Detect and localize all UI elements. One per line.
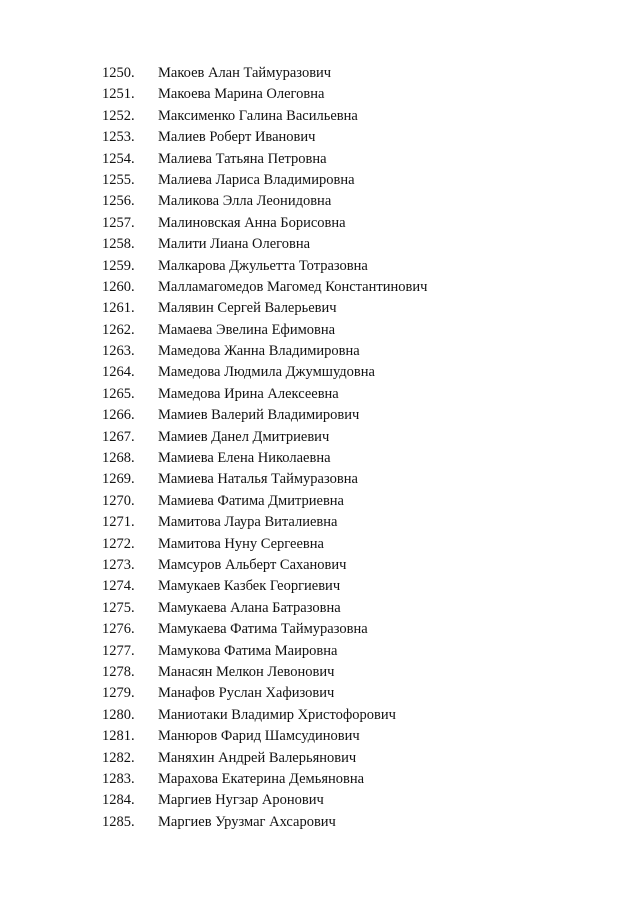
- entry-number: 1270.: [102, 492, 135, 509]
- entry-number: 1266.: [102, 407, 135, 424]
- entry-name: Мамедова Людмила Джумшудовна: [158, 364, 375, 381]
- entry-number: 1276.: [102, 621, 135, 638]
- entry-number: 1277.: [102, 642, 135, 659]
- entry-name: Мамсуров Альберт Саханович: [158, 556, 347, 573]
- entry-number: 1271.: [102, 514, 135, 531]
- entry-name: Малкарова Джульетта Тотразовна: [158, 257, 368, 274]
- entry-name: Малламагомедов Магомед Константинович: [158, 278, 428, 295]
- entry-name: Маликова Элла Леонидовна: [158, 193, 332, 210]
- list-item: [0, 362, 640, 383]
- entry-number: 1252.: [102, 107, 135, 124]
- list-item: [0, 341, 640, 362]
- entry-name: Макоев Алан Таймуразович: [158, 65, 332, 81]
- entry-number: 1253.: [102, 129, 135, 146]
- list-item: [0, 427, 640, 448]
- entry-name: Мамукаева Фатима Таймуразовна: [158, 621, 368, 638]
- entry-name: Маняхин Андрей Валерьянович: [158, 749, 357, 766]
- entry-name: Малиева Лариса Владимировна: [158, 171, 355, 188]
- entry-number: 1258.: [102, 236, 135, 253]
- entry-number: 1256.: [102, 193, 135, 210]
- entry-number: 1254.: [102, 150, 135, 167]
- entry-number: 1273.: [102, 556, 135, 573]
- entry-number: 1268.: [102, 450, 135, 467]
- list-item: [0, 277, 640, 298]
- entry-number: 1285.: [102, 813, 135, 830]
- entry-name: Мамедова Ирина Алексеевна: [158, 385, 339, 402]
- entry-name: Мамукова Фатима Маировна: [158, 642, 338, 659]
- entry-number: 1257.: [102, 214, 135, 231]
- entry-name: Маргиев Урузмаг Ахсарович: [158, 813, 336, 830]
- list-item: [0, 769, 640, 790]
- entry-number: 1264.: [102, 364, 135, 381]
- entry-name: Мамукаев Казбек Георгиевич: [158, 578, 341, 595]
- list-item: [0, 384, 640, 405]
- entry-number: 1263.: [102, 343, 135, 360]
- list-item: [0, 512, 640, 533]
- entry-number: 1284.: [102, 792, 135, 809]
- entry-number: 1255.: [102, 171, 135, 188]
- entry-name: Мамаева Эвелина Ефимовна: [158, 321, 336, 338]
- entry-number: 1265.: [102, 385, 135, 402]
- entry-name: Манафов Руслан Хафизович: [158, 685, 335, 702]
- entry-name: Малявин Сергей Валерьевич: [158, 300, 337, 317]
- entry-name: Маргиев Нугзар Аронович: [158, 792, 324, 809]
- list-item: [0, 127, 640, 148]
- entry-name: Манюров Фарид Шамсудинович: [158, 728, 360, 745]
- list-item: [0, 555, 640, 576]
- entry-number: 1260.: [102, 278, 135, 295]
- list-item: [0, 191, 640, 212]
- list-item: [0, 298, 640, 319]
- entry-number: 1261.: [102, 300, 135, 317]
- list-item: [0, 534, 640, 555]
- list-item: [0, 705, 640, 726]
- list-item: [0, 812, 640, 833]
- entry-name: Мамитова Нуну Сергеевна: [158, 535, 324, 552]
- entry-number: 1262.: [102, 321, 135, 338]
- list-item: [0, 641, 640, 662]
- name-list: [0, 63, 640, 833]
- list-item: [0, 683, 640, 704]
- list-item: [0, 84, 640, 105]
- entry-name: Максименко Галина Васильевна: [158, 107, 358, 124]
- entry-name: Малиев Роберт Иванович: [158, 129, 316, 146]
- entry-number: 1272.: [102, 535, 135, 552]
- entry-name: Мамиев Данел Дмитриевич: [158, 428, 330, 445]
- entry-name: Мамедова Жанна Владимировна: [158, 343, 360, 360]
- entry-name: Малиева Татьяна Петровна: [158, 150, 327, 167]
- list-item: [0, 662, 640, 683]
- entry-name: Мамиева Наталья Таймуразовна: [158, 471, 358, 488]
- entry-name: Малити Лиана Олеговна: [158, 236, 311, 253]
- list-item: [0, 469, 640, 490]
- entry-name: Мамиева Фатима Дмитриевна: [158, 492, 344, 509]
- entry-number: 1275.: [102, 599, 135, 616]
- entry-name: Макоева Марина Олеговна: [158, 86, 325, 103]
- entry-number: 1282.: [102, 749, 135, 766]
- entry-number: 1281.: [102, 728, 135, 745]
- list-item: [0, 213, 640, 234]
- list-item: [0, 256, 640, 277]
- list-item: [0, 448, 640, 469]
- list-item: [0, 149, 640, 170]
- entry-number: 1259.: [102, 257, 135, 274]
- entry-number: 1280.: [102, 706, 135, 723]
- list-item: [0, 234, 640, 255]
- list-item: [0, 170, 640, 191]
- entry-name: Маниотаки Владимир Христофорович: [158, 706, 396, 723]
- list-item: [0, 790, 640, 811]
- list-item: [0, 106, 640, 127]
- entry-number: 1251.: [102, 86, 135, 103]
- list-item: [0, 619, 640, 640]
- list-item: [0, 63, 640, 84]
- entry-number: 1267.: [102, 428, 135, 445]
- list-item: [0, 405, 640, 426]
- entry-name: Малиновская Анна Борисовна: [158, 214, 346, 231]
- list-item: [0, 748, 640, 769]
- entry-number: 1269.: [102, 471, 135, 488]
- list-item: [0, 726, 640, 747]
- entry-number: 1279.: [102, 685, 135, 702]
- entry-number: 1278.: [102, 663, 135, 680]
- entry-name: Мамитова Лаура Виталиевна: [158, 514, 338, 531]
- entry-number: 1250.: [102, 65, 135, 81]
- entry-name: Мамиева Елена Николаевна: [158, 450, 331, 467]
- entry-name: Мамукаева Алана Батразовна: [158, 599, 341, 616]
- entry-name: Мамиев Валерий Владимирович: [158, 407, 360, 424]
- list-item: [0, 576, 640, 597]
- list-item: [0, 320, 640, 341]
- entry-name: Марахова Екатерина Демьяновна: [158, 770, 365, 787]
- list-item: [0, 598, 640, 619]
- entry-name: Манасян Мелкон Левонович: [158, 663, 335, 680]
- entry-number: 1274.: [102, 578, 135, 595]
- entry-number: 1283.: [102, 770, 135, 787]
- list-item: [0, 491, 640, 512]
